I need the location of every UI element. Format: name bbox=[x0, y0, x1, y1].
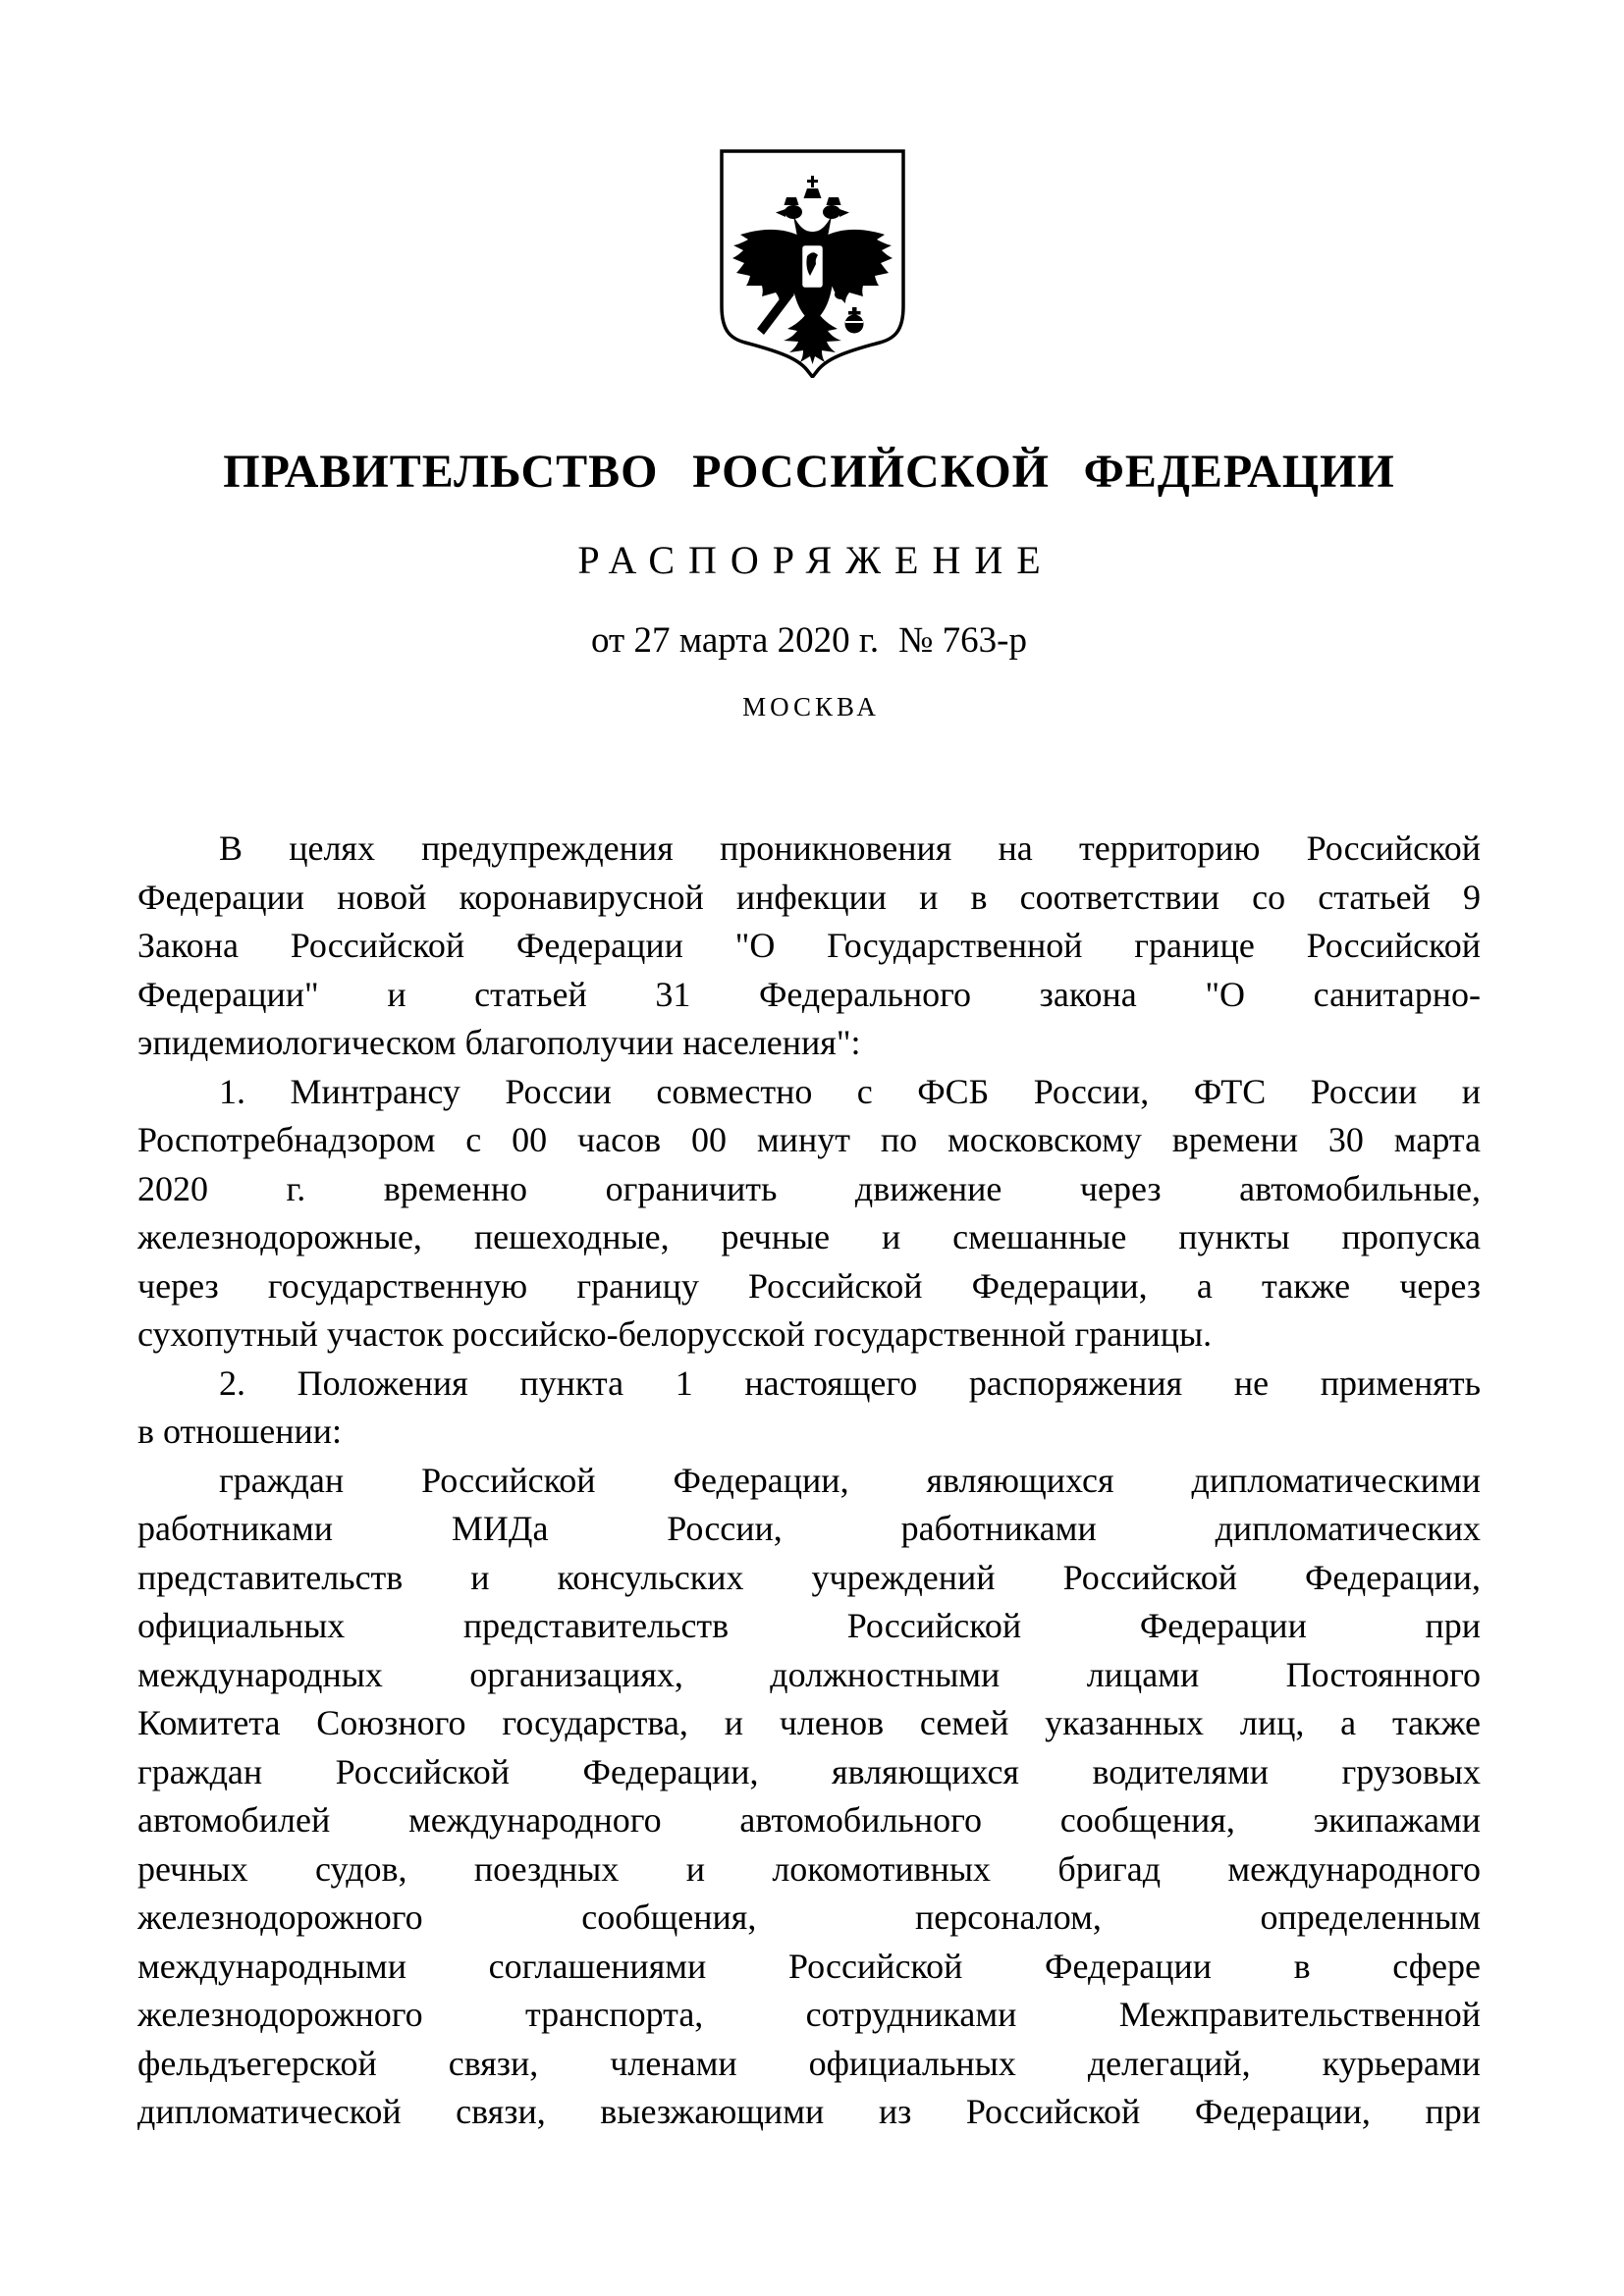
text-line: 1. Минтрансу России совместно с ФСБ России, ФТС России и bbox=[219, 1071, 1481, 1111]
city-label: МОСКВА bbox=[742, 692, 880, 721]
text-line: железнодорожные, пешеходные, речные и смешанные пункты пропуска bbox=[137, 1217, 1481, 1256]
text-line: сухопутный участок российско-белорусской государственной границы. bbox=[137, 1314, 1213, 1354]
text-line: железнодорожного сообщения, персоналом, определенным bbox=[137, 1897, 1481, 1937]
text-line: фельдъегерской связи, членами официальных делегаций, курьерами bbox=[137, 2043, 1481, 2083]
text-line: в отношении: bbox=[137, 1412, 343, 1451]
document-date: от 27 марта 2020 г. bbox=[591, 620, 880, 661]
document-type-title: РАСПОРЯЖЕНИЕ bbox=[577, 538, 1055, 582]
text-line: Комитета Союзного государства, и членов семей указанных лиц, а также bbox=[137, 1703, 1481, 1742]
organization-title: ПРАВИТЕЛЬСТВО РОССИЙСКОЙ ФЕДЕРАЦИИ bbox=[223, 446, 1395, 498]
text-line: эпидемиологическом благополучии населения": bbox=[137, 1023, 861, 1062]
text-line: Закона Российской Федерации "О Государственной границе Российской bbox=[137, 926, 1481, 965]
text-line: Федерации новой коронавирусной инфекции и в соответствии со статьей 9 bbox=[137, 877, 1481, 917]
text-line: работниками МИДа России, работниками дипломатических bbox=[137, 1509, 1481, 1548]
text-line: 2020 г. временно ограничить движение через автомобильные, bbox=[137, 1168, 1481, 1208]
text-line: железнодорожного транспорта, сотрудниками Межправительственной bbox=[137, 1995, 1481, 2034]
text-line: международных организациях, должностными лицами Постоянного bbox=[137, 1654, 1481, 1694]
text-line: представительств и консульских учреждений Российской Федерации, bbox=[137, 1557, 1481, 1597]
document-number: № 763-р bbox=[898, 620, 1027, 661]
text-line: дипломатической связи, выезжающими из Российской Федерации, при bbox=[137, 2092, 1481, 2131]
date-number-line bbox=[137, 619, 1481, 663]
text-line: речных судов, поездных и локомотивных бригад международного bbox=[137, 1848, 1481, 1889]
text-line: международными соглашениями Российской Федерации в сфере bbox=[137, 1946, 1481, 1986]
text-line: 2. Положения пункта 1 настоящего распоряжения не применять bbox=[219, 1362, 1481, 1403]
text-line: Роспотребнадзором с 00 часов 00 минут по московскому времени 30 марта bbox=[137, 1120, 1481, 1159]
text-line: граждан Российской Федерации, являющихся дипломатическими bbox=[219, 1460, 1481, 1500]
text-line: автомобилей международного автомобильного сообщения, экипажами bbox=[137, 1800, 1481, 1840]
text-line: В целях предупреждения проникновения на территорию Российской bbox=[219, 828, 1481, 868]
text-line: через государственную границу Российской Федерации, а также через bbox=[137, 1265, 1481, 1306]
coat-of-arms-of-russia-icon bbox=[717, 146, 908, 378]
text-line: официальных представительств Российской Федерации при bbox=[137, 1606, 1481, 1645]
document-body bbox=[137, 825, 1481, 2137]
text-line: Федерации" и статьей 31 Федерального закона "О санитарно- bbox=[137, 974, 1481, 1014]
text-line: граждан Российской Федерации, являющихся водителями грузовых bbox=[137, 1751, 1481, 1791]
